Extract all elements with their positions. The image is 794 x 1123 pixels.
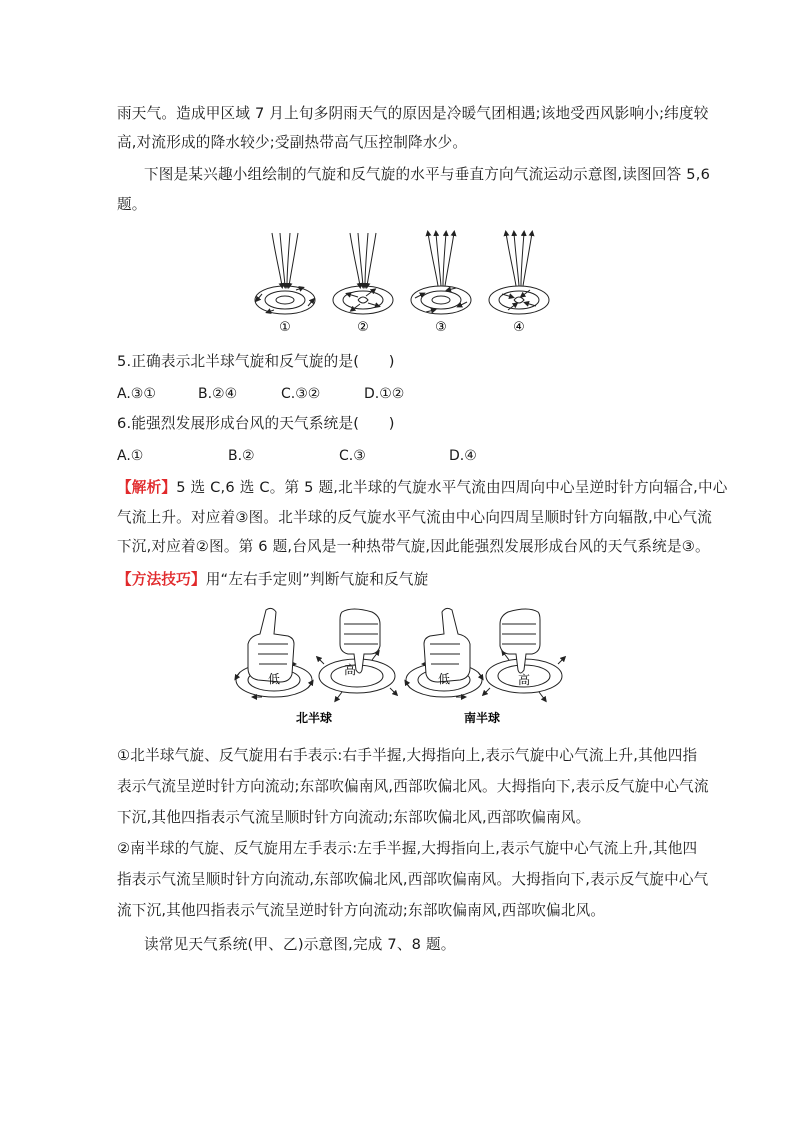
- low-label-south: 低: [437, 672, 451, 686]
- note-1-line-1: ①北半球气旋、反气旋用右手表示:右手半握,大拇指向上,表示气旋中心气流上升,其他四指: [117, 747, 698, 764]
- q6-option-b: B.②: [228, 448, 255, 464]
- intro-line-4: 题。: [117, 196, 147, 213]
- hand-thumb-up-south: [406, 608, 482, 697]
- q6-option-d: D.④: [449, 448, 477, 464]
- method-tag: 【方法技巧】: [117, 571, 206, 588]
- intro-line-1: 雨天气。造成甲区域 7 月上旬多阴雨天气的原因是冷暖气团相遇;该地受西风影响小;纬度较: [117, 105, 709, 122]
- analysis-text-1: 5 选 C,6 选 C。第 5 题,北半球的气旋水平气流由四周向中心呈逆时针方向辐合,中心: [176, 479, 728, 496]
- intro-line-3: 下图是某兴趣小组绘制的气旋和反气旋的水平与垂直方向气流运动示意图,读图回答 5,6: [144, 166, 711, 183]
- hand-thumb-up-north: [236, 608, 312, 697]
- diagram-1: [255, 233, 315, 314]
- q5-option-a: A.③①: [117, 386, 156, 402]
- analysis-line-3: 下沉,对应着②图。第 6 题,台风是一种热带气旋,因此能强烈发展形成台风的天气系统是③。: [117, 538, 710, 555]
- analysis-line-1: [117, 478, 728, 498]
- diagram-2: [333, 233, 393, 314]
- analysis-line-2: 气流上升。对应着③图。北半球的反气旋水平气流由中心向四周呈顺时针方向辐散,中心气流: [117, 509, 713, 526]
- note-2-line-2: 指表示气流呈顺时针方向流动,东部吹偏北风,西部吹偏南风。大拇指向下,表示反气旋中心气: [117, 871, 709, 888]
- question-6-stem: 6.能强烈发展形成台风的天气系统是( ): [117, 415, 395, 432]
- intro-line-2: 高,对流形成的降水较少;受副热带高气压控制降水少。: [117, 134, 468, 151]
- southern-hemisphere-label: 南半球: [463, 711, 501, 725]
- q6-option-a: A.①: [117, 448, 144, 464]
- hand-thumb-down-south: [484, 609, 564, 700]
- question-5-stem: 5.正确表示北半球气旋和反气旋的是( ): [117, 353, 395, 370]
- note-2-line-3: 流下沉,其他四指表示气流呈逆时针方向流动;东部吹偏南风,西部吹偏北风。: [117, 902, 606, 919]
- method-line: [117, 570, 428, 590]
- note-1-line-3: 下沉,其他四指表示气流呈顺时针方向流动;东部吹偏北风,西部吹偏南风。: [117, 809, 591, 826]
- diagram-label-3: ③: [435, 320, 447, 335]
- note-2-line-1: ②南半球的气旋、反气旋用左手表示:左手半握,大拇指向上,表示气旋中心气流上升,其他四: [117, 840, 698, 857]
- q5-option-d: D.①②: [364, 386, 405, 402]
- diagram-label-4: ④: [513, 320, 525, 335]
- diagram-3: [411, 233, 471, 314]
- analysis-tag: 【解析】: [117, 479, 177, 496]
- q5-option-c: C.③②: [281, 386, 321, 402]
- q5-option-b: B.②④: [198, 386, 238, 402]
- high-label-south: 高: [517, 673, 531, 687]
- hand-thumb-down-north: [318, 609, 396, 700]
- cyclone-diagram-figure: [250, 228, 560, 336]
- low-label-north: 低: [267, 672, 281, 686]
- diagram-label-2: ②: [357, 320, 369, 335]
- diagram-4: [489, 233, 549, 314]
- q6-option-c: C.③: [339, 448, 366, 464]
- high-label-north: 高: [343, 663, 357, 677]
- northern-hemisphere-label: 北半球: [295, 711, 333, 725]
- note-1-line-2: 表示气流呈逆时针方向流动;东部吹偏南风,西部吹偏北风。大拇指向下,表示反气旋中心气流: [117, 778, 709, 795]
- diagram-label-1: ①: [279, 320, 291, 335]
- method-title: 用“左右手定则”判断气旋和反气旋: [205, 571, 429, 588]
- hand-rule-figure: [232, 604, 577, 726]
- next-question-line: 读常见天气系统(甲、乙)示意图,完成 7、8 题。: [144, 936, 456, 953]
